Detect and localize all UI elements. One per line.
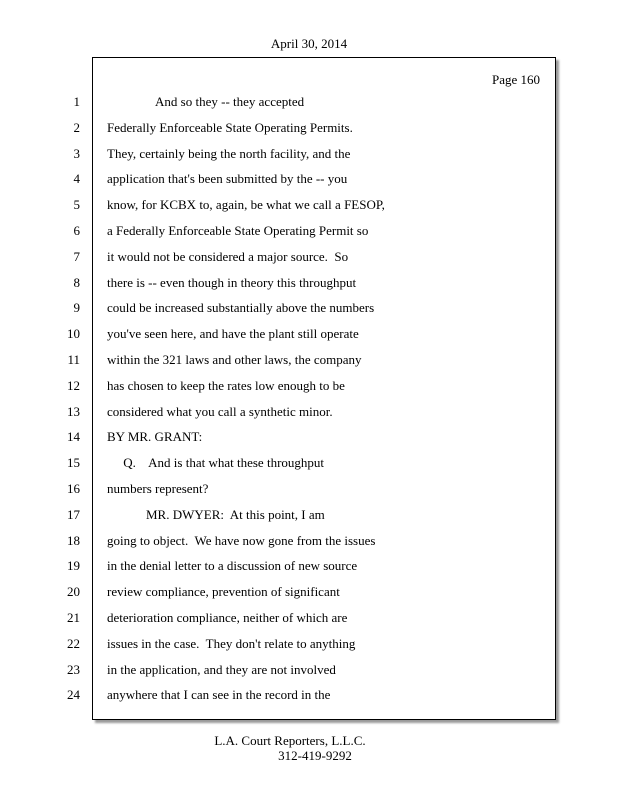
line-text: Federally Enforceable State Operating Permits. [107, 119, 353, 135]
line-number: 24 [67, 687, 80, 703]
line-text: anywhere that I can see in the record in the [107, 687, 331, 703]
line-text: review compliance, prevention of significant [107, 584, 340, 600]
transcript-line [0, 610, 618, 636]
line-number: 20 [67, 584, 80, 600]
line-number: 17 [67, 506, 80, 522]
transcript-line [0, 352, 618, 378]
line-number: 9 [73, 300, 80, 316]
transcript-line [0, 455, 618, 481]
line-text: in the denial letter to a discussion of new source [107, 558, 358, 574]
transcript-line [0, 429, 618, 455]
line-text: could be increased substantially above the numbers [107, 300, 375, 316]
transcript-line [0, 687, 618, 713]
transcript-line [0, 223, 618, 249]
line-text: deterioration compliance, neither of which are [107, 610, 348, 625]
line-number: 5 [73, 197, 80, 213]
line-number: 6 [73, 223, 80, 238]
transcript-line [0, 584, 618, 610]
transcript-line [0, 249, 618, 275]
line-text: know, for KCBX to, again, be what we call a FESOP, [107, 197, 385, 213]
transcript-line [0, 404, 618, 430]
transcript-line [0, 300, 618, 326]
transcript-line [0, 378, 618, 404]
line-text: there is -- even though in theory this throughput [107, 274, 357, 290]
transcript-date: April 30, 2014 [270, 36, 348, 51]
court-reporter-phone: 312-419-9292 [278, 748, 352, 763]
line-text: considered what you call a synthetic minor. [107, 403, 333, 419]
transcript-line [0, 507, 618, 533]
line-number: 14 [67, 429, 80, 445]
transcript-line [0, 146, 618, 172]
line-text: BY MR. GRANT: [107, 429, 203, 445]
line-number: 18 [67, 532, 80, 548]
line-text: in the application, and they are not involved [107, 661, 336, 677]
transcript-line [0, 171, 618, 197]
line-text: MR. DWYER: At this point, I am [107, 506, 325, 522]
line-number: 12 [67, 377, 80, 393]
line-number: 2 [73, 119, 80, 135]
line-text: numbers represent? [107, 481, 209, 496]
line-text: going to object. We have now gone from the issues [107, 532, 376, 548]
transcript-line [0, 558, 618, 584]
line-number: 13 [67, 403, 80, 419]
line-number: 1 [73, 94, 80, 109]
line-text: within the 321 laws and other laws, the company [107, 352, 362, 367]
transcript-line [0, 481, 618, 507]
line-number: 8 [73, 274, 80, 290]
transcript-line [0, 94, 618, 120]
line-number: 21 [67, 610, 80, 625]
court-reporter-firm: L.A. Court Reporters, L.L.C. [214, 733, 366, 748]
line-number: 7 [73, 248, 80, 264]
line-number: 3 [73, 145, 80, 161]
line-text: it would not be considered a major source. So [107, 248, 349, 264]
page-number: Page 160 [491, 72, 540, 87]
line-text: has chosen to keep the rates low enough to be [107, 377, 345, 393]
line-text: you've seen here, and have the plant still operate [107, 326, 359, 342]
line-number: 19 [67, 558, 80, 574]
line-text: application that's been submitted by the -- you [107, 171, 348, 187]
line-number: 22 [67, 635, 80, 651]
line-number: 15 [67, 455, 80, 471]
line-number: 4 [73, 171, 80, 187]
transcript-line [0, 662, 618, 688]
transcript-line [0, 197, 618, 223]
transcript-line [0, 120, 618, 146]
transcript-line [0, 326, 618, 352]
transcript-line [0, 533, 618, 559]
transcript-line [0, 275, 618, 301]
line-number: 16 [67, 481, 80, 496]
transcript-line [0, 636, 618, 662]
line-text: a Federally Enforceable State Operating Permit so [107, 223, 369, 238]
line-number: 10 [67, 326, 80, 342]
line-text: issues in the case. They don't relate to anything [107, 635, 356, 651]
line-number: 11 [67, 352, 80, 367]
line-text: They, certainly being the north facility, and the [107, 145, 351, 161]
line-text: Q. And is that what these throughput [107, 455, 325, 471]
line-number: 23 [67, 661, 80, 677]
line-text: And so they -- they accepted [107, 94, 305, 109]
